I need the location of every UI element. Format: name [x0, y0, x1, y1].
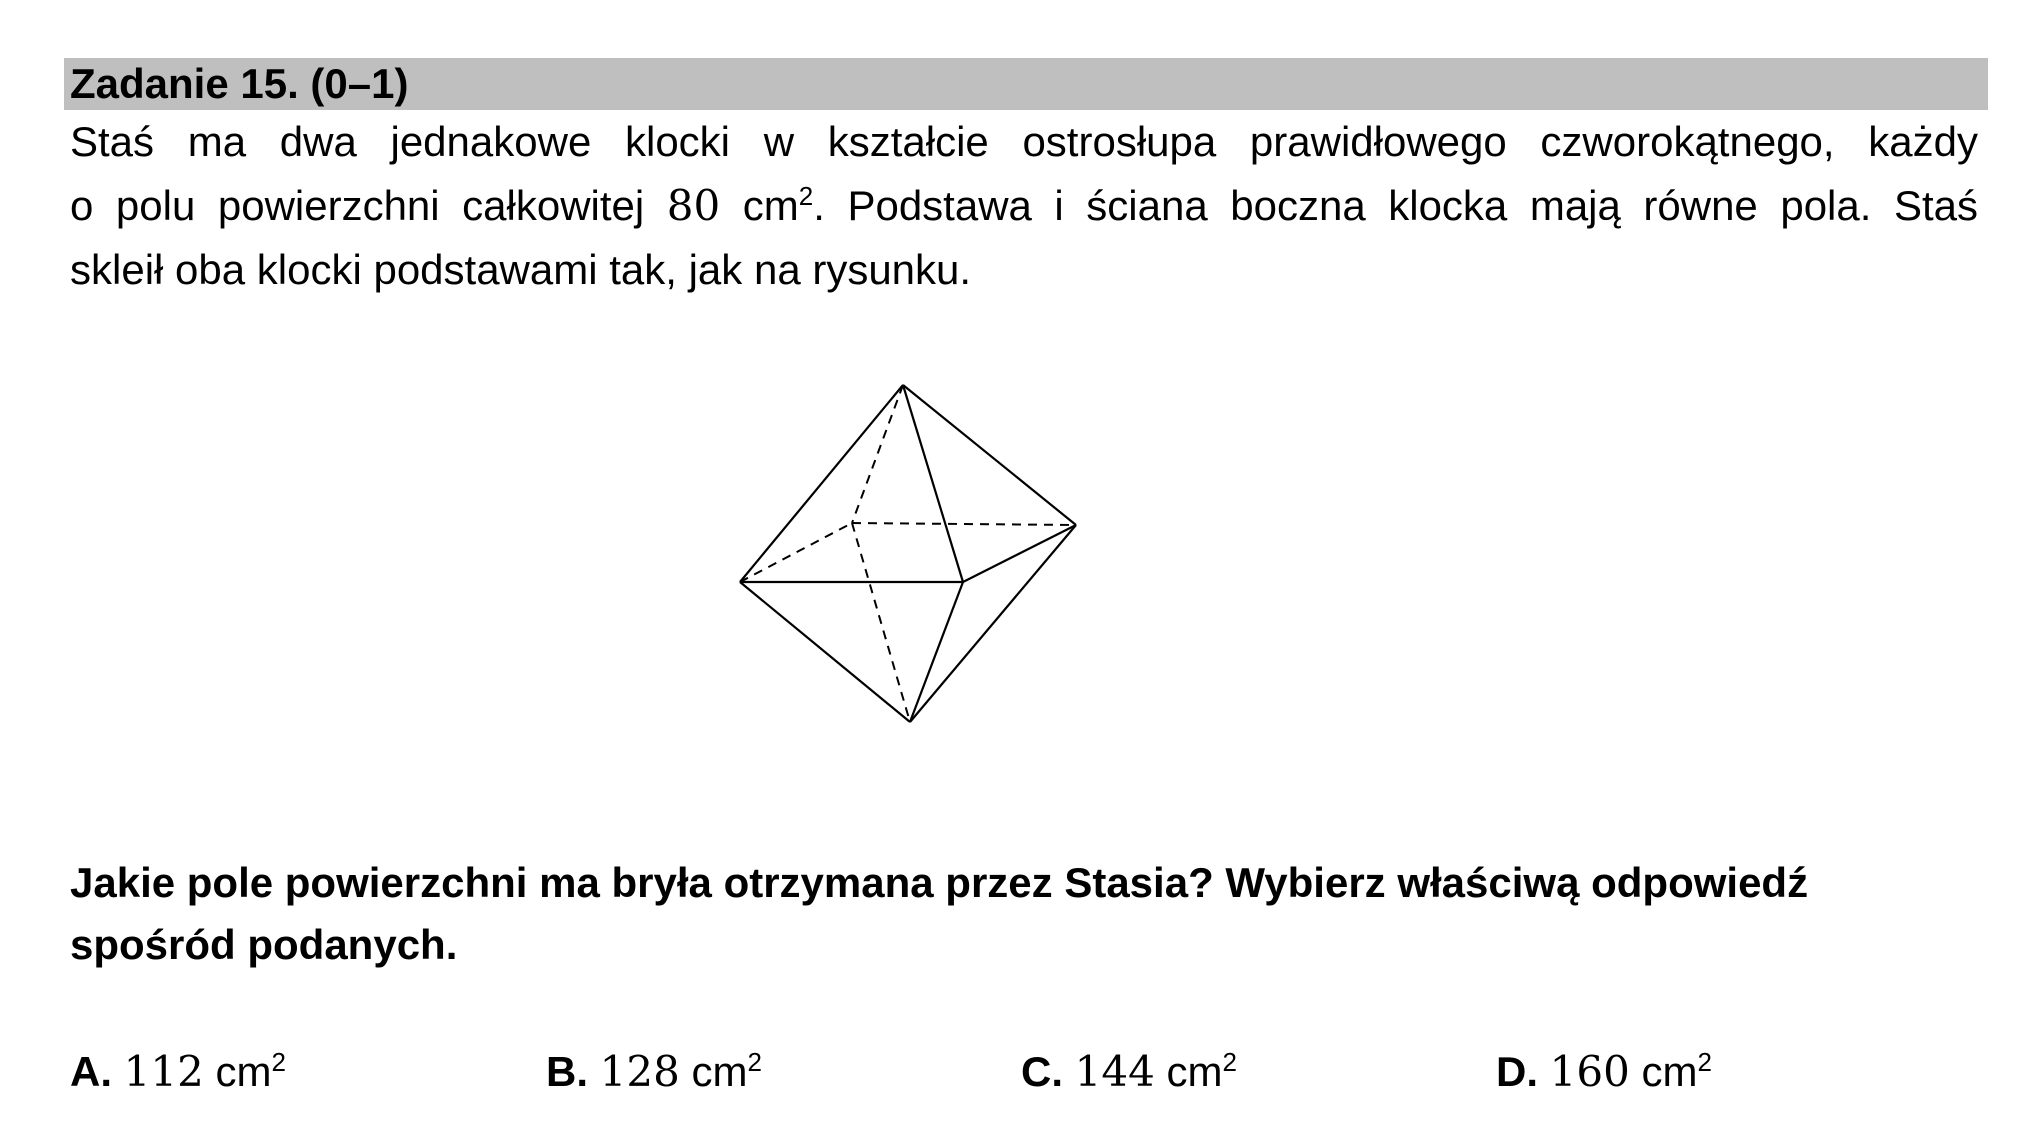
intro-line-1: Staś ma dwa jednakowe klocki w kształcie ostrosłupa prawidłowego czworokątnego, każdy [70, 118, 1978, 165]
edge-top-right [903, 385, 1076, 525]
option-value: 128 [599, 1047, 680, 1096]
option-exponent: 2 [1222, 1047, 1237, 1077]
question-line-1: Jakie pole powierzchni ma bryła otrzymana przez Stasia? Wybierz właściwą odpowiedź [70, 859, 1809, 906]
task-title: Zadanie 15. (0–1) [70, 60, 409, 107]
answer-option-c[interactable] [1021, 1044, 1237, 1100]
edge-top-front [903, 385, 963, 582]
option-letter: A. [70, 1048, 112, 1095]
option-letter: C. [1021, 1048, 1063, 1095]
option-unit: cm [1154, 1048, 1223, 1095]
answer-option-b[interactable] [546, 1044, 762, 1100]
option-exponent: 2 [747, 1047, 762, 1077]
unit-exponent: 2 [798, 181, 814, 211]
hidden-edge-bottom-back [852, 523, 910, 722]
task-intro [70, 110, 1978, 302]
intro-line-2-end: . Podstawa i ściana boczna klocka mają równe pola. Staś [813, 182, 1978, 229]
edge-base-right [963, 525, 1076, 582]
option-unit: cm [679, 1048, 748, 1095]
option-exponent: 2 [271, 1047, 286, 1077]
answer-option-d[interactable] [1496, 1044, 1712, 1100]
question [70, 852, 1978, 976]
hidden-edge-base-back-left [740, 523, 852, 582]
answer-option-a[interactable] [70, 1044, 286, 1100]
question-line-2: spośród podanych. [70, 921, 458, 968]
task-header [64, 58, 1988, 110]
option-value: 160 [1549, 1047, 1630, 1096]
edge-bottom-front [910, 582, 963, 722]
option-unit: cm [203, 1048, 272, 1095]
option-unit: cm [1629, 1048, 1698, 1095]
intro-line-2-start: o polu powierzchni całkowitej [70, 182, 667, 229]
option-exponent: 2 [1697, 1047, 1712, 1077]
surface-area-unit: cm [720, 182, 799, 229]
intro-line-3: skleił oba klocki podstawami tak, jak na rysunku. [70, 246, 972, 293]
octahedron-figure [730, 376, 1090, 736]
edge-top-left [740, 385, 903, 582]
option-value: 112 [123, 1047, 204, 1096]
surface-area-value: 80 [666, 181, 721, 230]
option-letter: D. [1496, 1048, 1538, 1095]
edge-bottom-right [910, 525, 1076, 722]
hidden-edge-base-back-right [852, 523, 1076, 525]
intro-line-2 [70, 174, 1978, 238]
option-letter: B. [546, 1048, 588, 1095]
hidden-edge-top-back [852, 385, 903, 523]
edge-bottom-left [740, 582, 910, 722]
option-value: 144 [1074, 1047, 1155, 1096]
